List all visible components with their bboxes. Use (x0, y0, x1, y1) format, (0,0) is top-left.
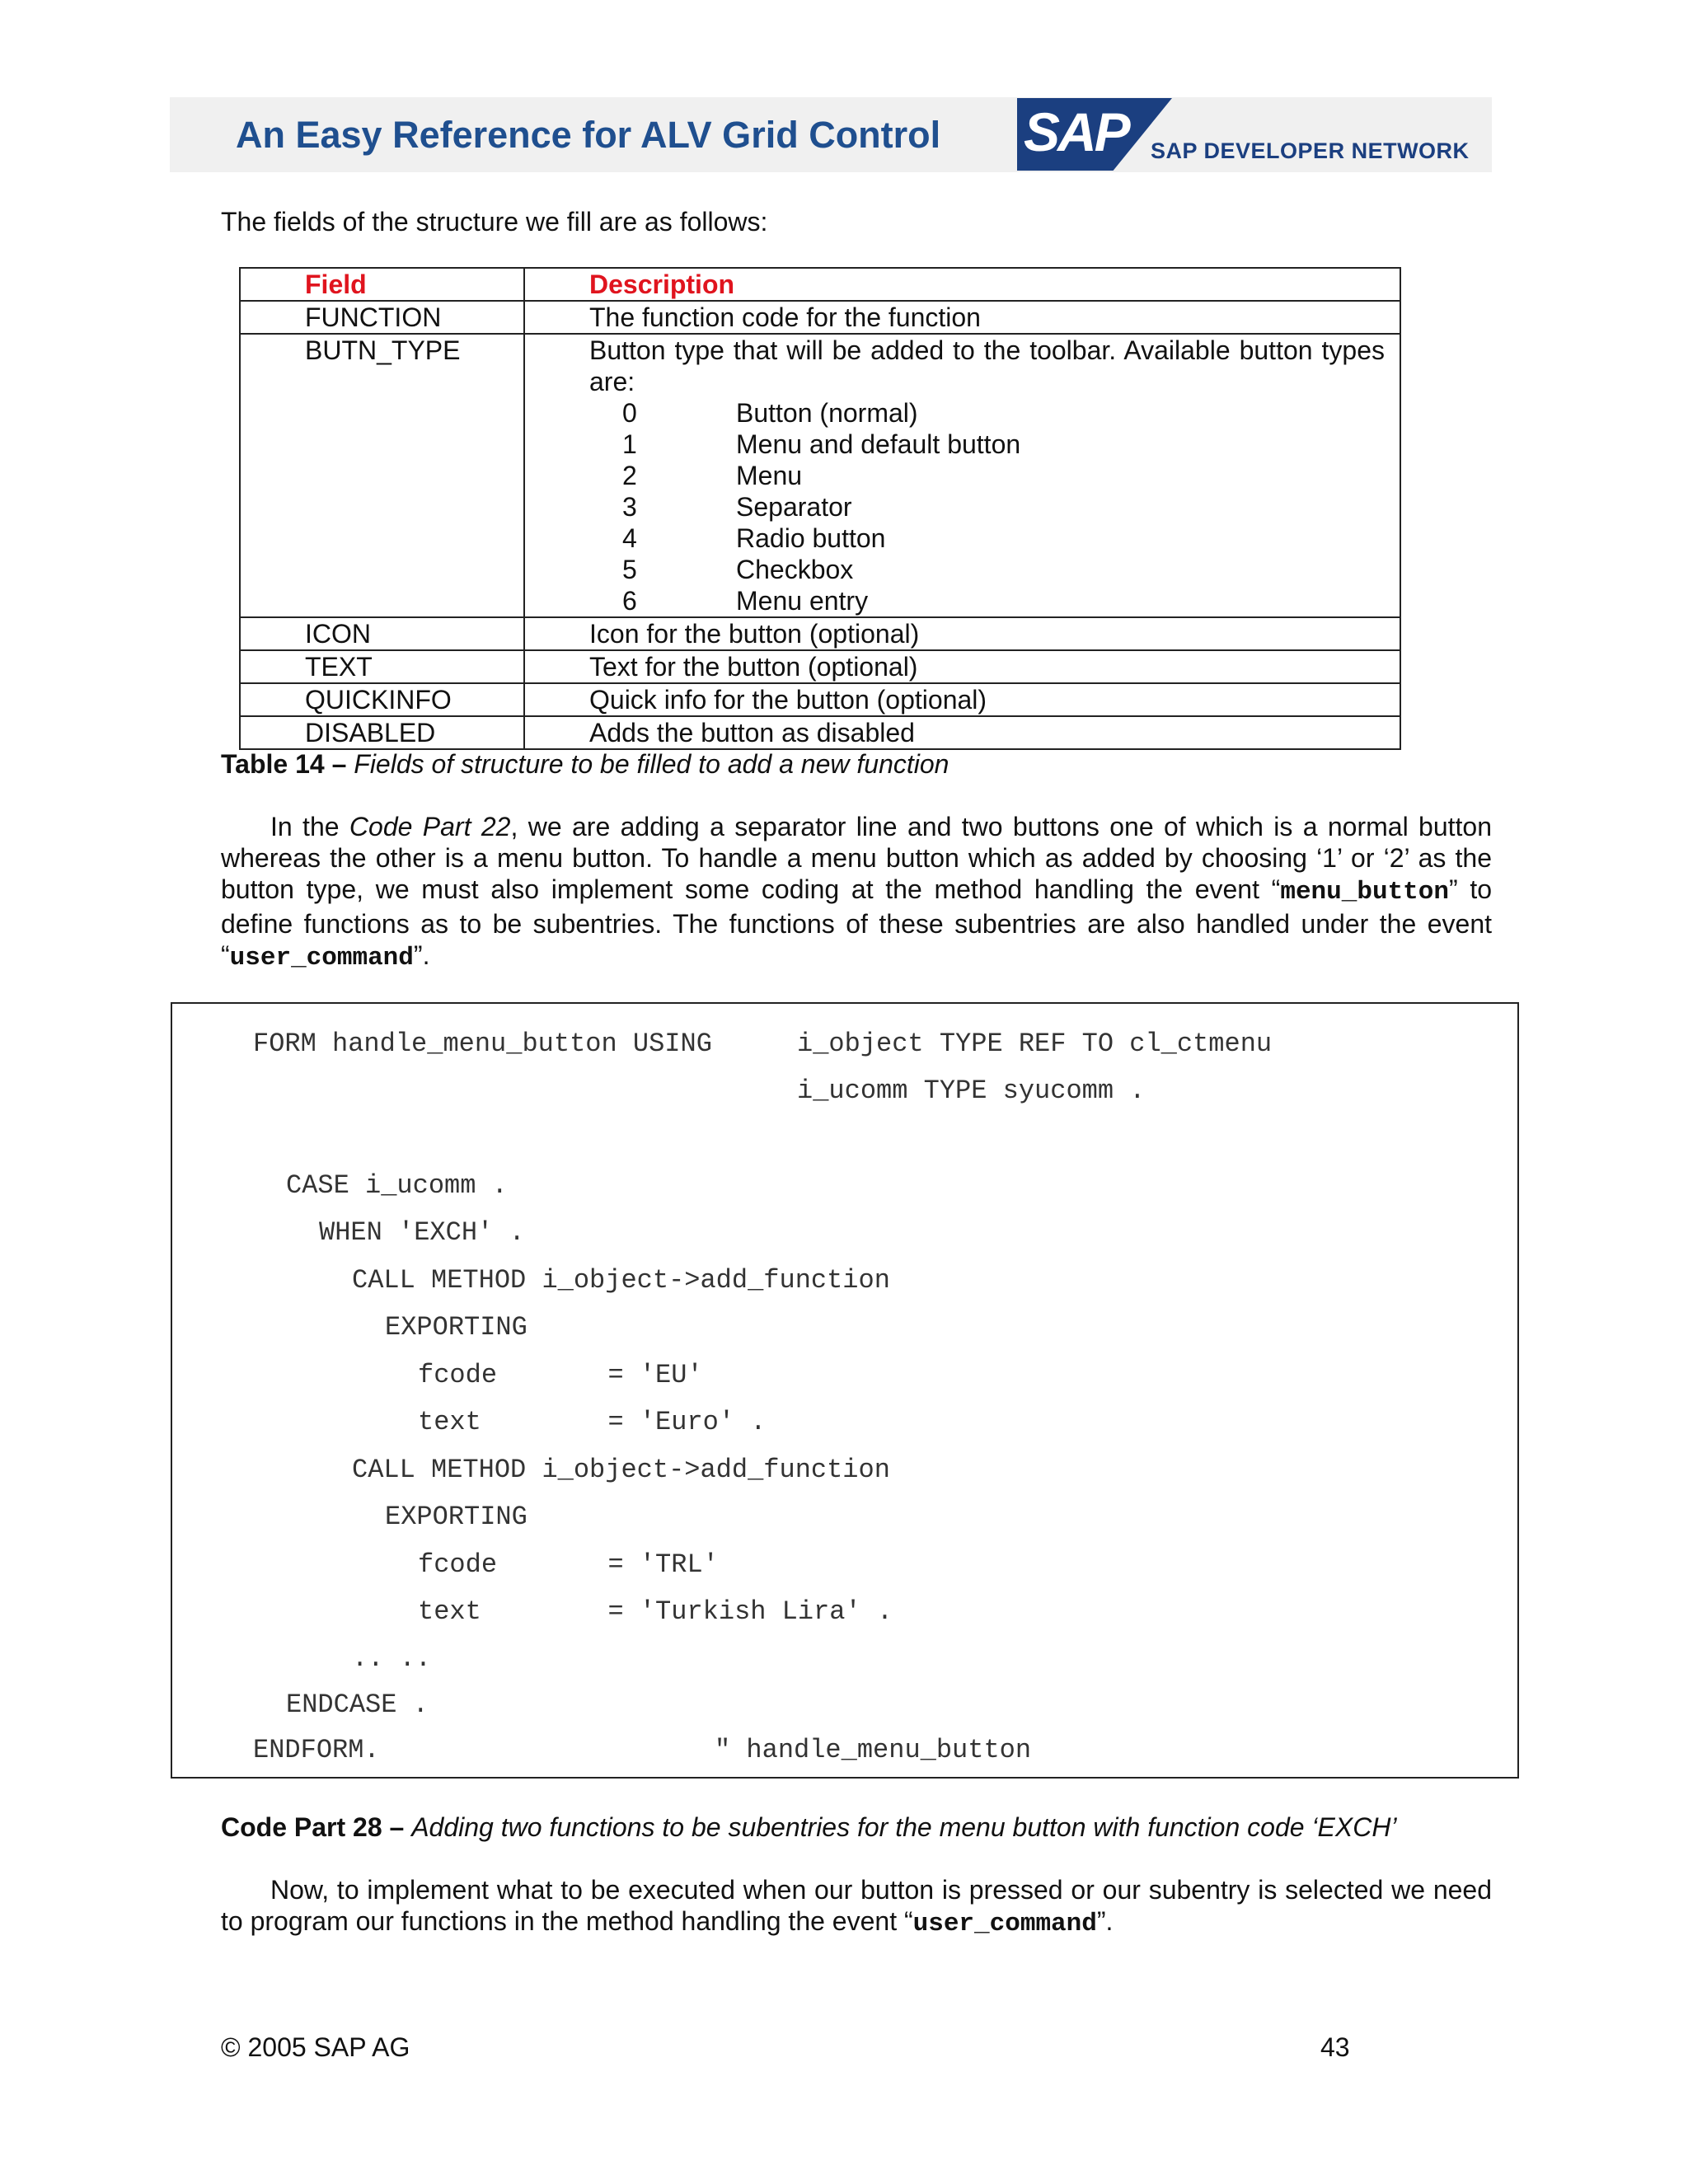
button-type-number: 6 (622, 586, 637, 616)
description-cell: Text for the button (optional) (524, 650, 1400, 683)
text-run: ”. (1096, 1906, 1114, 1936)
field-cell: TEXT (240, 650, 524, 683)
button-type-label: Menu entry (736, 586, 869, 616)
header-field: Field (240, 268, 524, 301)
button-type-label: Checkbox (736, 555, 854, 584)
button-type-number: 5 (622, 555, 637, 584)
button-type-item (589, 429, 1385, 460)
button-type-label: Radio button (736, 523, 886, 553)
table-row (240, 650, 1400, 683)
code-line: CASE i_ucomm . (286, 1170, 508, 1201)
code-caption-label: Code Part 28 – (221, 1812, 405, 1842)
table-caption-label: Table 14 – (221, 749, 347, 779)
button-type-item (589, 460, 1385, 491)
text-run: , we are adding a separator line and two buttons one of which is a normal button whereas the other is a menu button. To handle a menu button which as added by choosing ‘1’ or ‘2’ as the button type, we must also implement some coding at the method handling the event “ (221, 812, 1493, 904)
table-caption (221, 748, 949, 780)
button-type-number: 0 (622, 398, 637, 428)
table-row (240, 301, 1400, 334)
code-line: text = 'Euro' . (418, 1407, 767, 1437)
code-line: fcode = 'EU' (418, 1360, 703, 1390)
field-cell: QUICKINFO (240, 683, 524, 716)
code-line: FORM handle_menu_button USING (253, 1029, 712, 1059)
code-line: .. .. (352, 1643, 432, 1674)
description-cell (524, 334, 1400, 617)
field-cell: DISABLED (240, 716, 524, 749)
code-line: text = 'Turkish Lira' . (418, 1596, 893, 1627)
code-caption-text: Adding two functions to be subentries for the menu button with function code ‘EXCH’ (411, 1812, 1397, 1842)
text-run: In the (270, 812, 349, 841)
button-type-intro: Button type that will be added to the toolbar. Available button types are: (589, 335, 1385, 396)
sdn-tagline: SAP DEVELOPER NETWORK (1151, 138, 1470, 163)
table-caption-text: Fields of structure to be filled to add a new function (354, 749, 950, 779)
button-type-number: 2 (622, 461, 637, 490)
description-cell: The function code for the function (524, 301, 1400, 334)
code-line: ENDFORM. (253, 1735, 380, 1765)
intro-text: The fields of the structure we fill are as follows: (221, 207, 768, 237)
button-type-item (589, 523, 1385, 554)
button-type-item (589, 397, 1385, 429)
code-line: EXPORTING (385, 1312, 528, 1343)
description-cell: Quick info for the button (optional) (524, 683, 1400, 716)
text-run: ” to define functions as to be subentries. The functions of these subentries are also handled under the event “ (221, 874, 1493, 970)
code-comment: " handle_menu_button (715, 1735, 1032, 1765)
field-cell: ICON (240, 617, 524, 650)
code-part-reference: Code Part 22 (349, 812, 511, 841)
button-type-number: 1 (622, 429, 637, 459)
table-row (240, 683, 1400, 716)
button-type-item (589, 491, 1385, 523)
inline-code: menu_button (1280, 878, 1449, 907)
table-row (240, 334, 1400, 617)
button-type-label: Separator (736, 492, 852, 522)
code-caption (221, 1811, 1397, 1843)
text-run: ”. (413, 940, 430, 970)
inline-code: user_command (229, 944, 414, 972)
footer-copyright: © 2005 SAP AG (221, 2032, 410, 2062)
code-line: i_ucomm TYPE syucomm . (797, 1076, 1146, 1106)
code-line: fcode = 'TRL' (418, 1549, 719, 1580)
table-row (240, 617, 1400, 650)
inline-code: user_command (912, 1910, 1097, 1938)
code-line: i_object TYPE REF TO cl_ctmenu (797, 1029, 1273, 1059)
field-cell: FUNCTION (240, 301, 524, 334)
text-run: Now, to implement what to be executed when our button is pressed or our subentry is selected we need to program our functions in the method handling the event “ (221, 1875, 1492, 1936)
table-row (240, 716, 1400, 749)
button-type-number: 4 (622, 523, 637, 553)
button-type-item (589, 554, 1385, 585)
button-type-number: 3 (622, 492, 637, 522)
logo-registered-mark: ® (1112, 160, 1118, 169)
code-line: ENDCASE . (286, 1690, 429, 1720)
description-cell: Adds the button as disabled (524, 716, 1400, 749)
fields-table (239, 267, 1401, 750)
header-band (170, 97, 1492, 172)
button-type-label: Menu and default button (736, 429, 1021, 459)
button-type-label: Button (normal) (736, 398, 918, 428)
code-line: WHEN 'EXCH' . (319, 1217, 525, 1248)
paragraph-user-command (221, 1874, 1492, 1940)
table-header-row (240, 268, 1400, 301)
button-type-item (589, 585, 1385, 616)
code-line: CALL METHOD i_object->add_function (352, 1455, 890, 1485)
code-line: CALL METHOD i_object->add_function (352, 1265, 890, 1296)
field-cell: BUTN_TYPE (240, 334, 524, 617)
button-type-label: Menu (736, 461, 803, 490)
header-description: Description (524, 268, 1400, 301)
paragraph-menu-button (221, 811, 1492, 974)
code-block (171, 1002, 1519, 1779)
document-title: An Easy Reference for ALV Grid Control (236, 114, 941, 156)
sap-logo-letters: SAP (1024, 101, 1128, 162)
description-cell: Icon for the button (optional) (524, 617, 1400, 650)
code-line: EXPORTING (385, 1502, 528, 1532)
page-number: 43 (1320, 2032, 1350, 2062)
